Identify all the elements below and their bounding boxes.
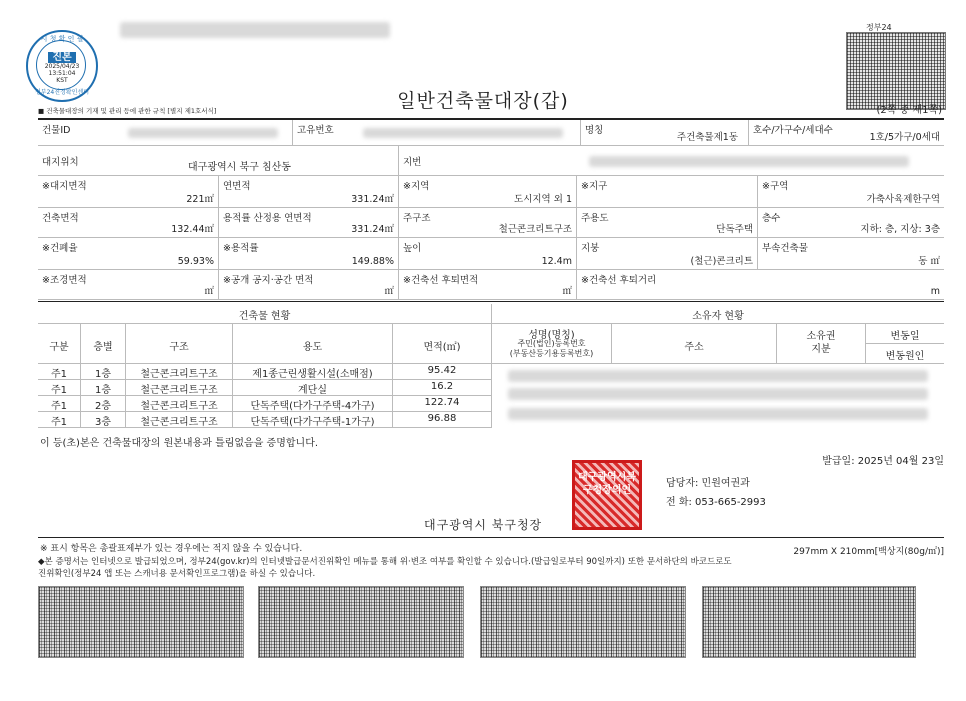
table-row-4-area	[393, 412, 492, 428]
stamp-tz: KST	[56, 77, 68, 84]
footer-divider	[38, 537, 944, 538]
table-row-2-area-text: 16.2	[430, 381, 454, 392]
main-use-label: 주용도	[581, 213, 609, 224]
stamp-date: 2025/04/23	[44, 63, 80, 70]
issue-date: 발급일: 2025년 04월 23일	[822, 456, 944, 467]
owner-status-title-cell	[492, 304, 944, 324]
table-row-3-use-text: 단독주택(다가구주택-4가구)	[250, 401, 375, 412]
header-change-reason-label: 변동원인	[885, 351, 925, 362]
document-title: 일반건축물대장(갑)	[397, 90, 569, 112]
lot-number-label: 지번	[403, 157, 422, 168]
site-location-label: 대지위치	[42, 157, 79, 168]
setback-area-label: ※건축선 후퇴면적	[403, 275, 479, 286]
section-divider	[38, 301, 944, 302]
table-row-2-division	[38, 380, 81, 396]
setback-distance-value: m	[930, 286, 940, 297]
building-area-label: 건축면적	[42, 213, 79, 224]
header-use-label: 용도	[302, 342, 323, 353]
table-row-3-structure	[126, 396, 233, 412]
open-space-area-value: ㎡	[384, 286, 394, 297]
redacted-lot-number	[589, 156, 909, 167]
table-row-3-division-text: 주1	[50, 401, 68, 412]
coverage-ratio-label: ※건폐율	[42, 243, 78, 254]
cell-lot-number	[399, 146, 944, 176]
header-structure	[126, 324, 233, 364]
cell-far-floor-area	[219, 208, 399, 238]
far-floor-area-label: 용적률 산정용 연면적	[223, 213, 312, 224]
barcode-1	[38, 586, 244, 658]
qr-label: 정부24	[866, 23, 892, 32]
area-designation-label: ※구역	[762, 181, 789, 192]
cell-setback-area	[399, 270, 577, 300]
header-floor	[81, 324, 126, 364]
building-id-label: 건물ID	[42, 125, 71, 136]
table-row-1-area	[393, 364, 492, 380]
table-row-1-use-text: 제1종근린생활시설(소매점)	[252, 369, 373, 380]
header-use	[233, 324, 393, 364]
header-owner-share	[777, 324, 866, 364]
cell-total-floor-area	[219, 176, 399, 208]
main-structure-label: 주구조	[403, 213, 431, 224]
cell-coverage-ratio	[38, 238, 219, 270]
cell-roof	[577, 238, 758, 270]
issuing-authority: 대구광역시 북구청장	[424, 518, 543, 532]
area-designation-value: 가축사육제한구역	[866, 194, 940, 205]
floor-area-ratio-label: ※용적률	[223, 243, 259, 254]
stamp-bottom-text: 정부24진정확인센터	[34, 89, 89, 96]
open-space-area-label: ※공개 공지·공간 면적	[223, 275, 314, 286]
cell-area-designation	[758, 176, 944, 208]
coverage-ratio-value: 59.93%	[177, 256, 214, 267]
official-seal-text: 대구광역시북구청장의인	[578, 472, 636, 496]
cell-zone	[399, 176, 577, 208]
official-seal	[572, 460, 642, 530]
table-row-3-floor-text: 2층	[94, 401, 112, 412]
header-owner-name-label: 성명(명칭)	[528, 330, 575, 341]
barcode-2	[258, 586, 464, 658]
cell-height	[399, 238, 577, 270]
landscape-area-label: ※조경면적	[42, 275, 87, 286]
table-row-3-area-text: 122.74	[424, 397, 460, 408]
building-register-sheet	[38, 118, 944, 452]
table-row-3-area	[393, 396, 492, 412]
cell-setback-distance	[577, 270, 944, 300]
header-owner-name	[492, 324, 612, 364]
redacted-header-text	[120, 22, 390, 38]
cell-floors	[758, 208, 944, 238]
total-floor-area-value: 331.24㎡	[351, 194, 394, 205]
header-division	[38, 324, 81, 364]
table-row-4-use	[233, 412, 393, 428]
table-row-4-structure-text: 철근콘크리트구조	[140, 417, 218, 428]
stamp-badge	[28, 48, 96, 63]
name-label: 명칭	[585, 125, 604, 136]
redacted-owner-row-1	[508, 370, 928, 382]
zone-label: ※지역	[403, 181, 430, 192]
cell-units	[749, 120, 944, 146]
table-row-3-structure-text: 철근콘크리트구조	[140, 401, 218, 412]
header-change-date-label: 변동일	[890, 331, 920, 342]
table-row-2-floor	[81, 380, 126, 396]
table-row-4-floor	[81, 412, 126, 428]
table-row-4-division	[38, 412, 81, 428]
redacted-owner-row-3	[508, 408, 928, 420]
table-row-2-structure-text: 철근콘크리트구조	[140, 385, 218, 396]
landscape-area-value: ㎡	[204, 286, 214, 297]
table-row-1-division	[38, 364, 81, 380]
cell-main-use	[577, 208, 758, 238]
cell-landscape-area	[38, 270, 219, 300]
cell-building-id	[38, 120, 293, 146]
paper-spec: 297mm X 210mm[백상지(80g/㎡)]	[793, 547, 944, 557]
officer-phone: 전 화: 053-665-2993	[666, 497, 766, 508]
name-value: 주건축물제1동	[676, 132, 738, 143]
floors-label: 층수	[762, 213, 781, 224]
units-label: 호수/가구수/세대수	[753, 125, 833, 136]
setback-area-value: ㎡	[562, 286, 572, 297]
header-owner-address	[612, 324, 777, 364]
redacted-owner-row-2	[508, 388, 928, 400]
cell-annex	[758, 238, 944, 270]
table-row-4-area-text: 96.88	[427, 413, 457, 424]
header-area	[393, 324, 492, 364]
units-value: 1호/5가구/0세대	[869, 132, 940, 143]
header-owner-address-label: 주소	[684, 342, 704, 353]
table-row-2-use	[233, 380, 393, 396]
far-floor-area-value: 331.24㎡	[351, 224, 394, 235]
table-row-1-structure-text: 철근콘크리트구조	[140, 369, 218, 380]
building-status-title-cell	[38, 304, 492, 324]
cell-site-area	[38, 176, 219, 208]
cell-main-structure	[399, 208, 577, 238]
redacted-building-id	[128, 128, 278, 138]
table-row-4-use-text: 단독주택(다가구주택-1가구)	[250, 417, 375, 428]
table-row-1-structure	[126, 364, 233, 380]
header-floor-label: 층별	[93, 342, 113, 353]
cell-open-space-area	[219, 270, 399, 300]
table-row-3-use	[233, 396, 393, 412]
stamp-badge-label: 진본	[48, 52, 75, 63]
annex-value: 동 ㎡	[918, 256, 940, 267]
floors-value: 지하: 층, 지상: 3층	[860, 224, 940, 235]
site-location-value: 대구광역시 북구 침산동	[188, 162, 291, 173]
table-row-4-floor-text: 3층	[94, 417, 112, 428]
setback-distance-label: ※건축선 후퇴거리	[581, 275, 657, 286]
stamp-top-text: 시 청 확 인 필	[40, 35, 84, 43]
footer-note-2: ◆본 증명서는 인터넷으로 발급되었으며, 정부24(gov.kr)의 인터넷발급문서진위확인 메뉴를 통해 위·변조 여부를 확인할 수 있습니다.(발급일로부터 90일까지) 또한 문서하단의 바코드로도	[38, 557, 732, 567]
barcode-3	[480, 586, 686, 658]
page-indicator: (2쪽 중 제1쪽)	[876, 105, 942, 116]
height-label: 높이	[403, 243, 422, 254]
district-label: ※지구	[581, 181, 608, 192]
main-structure-value: 철근콘크리트구조	[498, 224, 572, 235]
zone-value: 도시지역 외 1	[514, 194, 572, 205]
annex-label: 부속건축물	[762, 243, 808, 254]
table-row-1-area-text: 95.42	[427, 365, 457, 376]
cell-name	[581, 120, 749, 146]
header-structure-label: 구조	[169, 342, 189, 353]
cell-building-area	[38, 208, 219, 238]
table-row-1-division-text: 주1	[50, 369, 68, 380]
cell-site-location	[38, 146, 399, 176]
header-change-date	[866, 324, 944, 344]
header-change-reason	[866, 344, 944, 364]
total-floor-area-label: 연면적	[223, 181, 251, 192]
height-value: 12.4m	[541, 256, 572, 267]
table-row-4-structure	[126, 412, 233, 428]
cell-floor-area-ratio	[219, 238, 399, 270]
main-use-value: 단독주택	[716, 224, 753, 235]
stamp-datetime	[28, 63, 96, 84]
certification-statement: 이 등(초)본은 건축물대장의 원본내용과 틀림없음을 증명합니다.	[40, 438, 319, 449]
officer-department: 담당자: 민원여권과	[666, 478, 750, 489]
site-area-label: ※대지면적	[42, 181, 87, 192]
table-row-4-division-text: 주1	[50, 417, 68, 428]
table-row-2-floor-text: 1층	[94, 385, 112, 396]
table-row-2-division-text: 주1	[50, 385, 68, 396]
header-area-label: 면적(㎡)	[423, 342, 461, 353]
table-row-2-use-text: 계단실	[298, 385, 327, 396]
table-row-2-area	[393, 380, 492, 396]
footer-note-1: ※ 표시 항목은 총괄표제부가 있는 경우에는 적지 않을 수 있습니다.	[40, 544, 303, 554]
building-status-title: 건축물 현황	[238, 311, 291, 322]
document-form-note: ■ 건축물대장의 기재 및 관리 등에 관한 규칙 [별지 제1호서식]	[38, 107, 217, 115]
table-row-3-division	[38, 396, 81, 412]
table-row-3-floor	[81, 396, 126, 412]
table-row-2-structure	[126, 380, 233, 396]
building-area-value: 132.44㎡	[171, 224, 214, 235]
table-row-1-floor-text: 1층	[94, 369, 112, 380]
roof-value: (철근)콘크리트	[690, 256, 753, 267]
barcode-4	[702, 586, 916, 658]
floor-area-ratio-value: 149.88%	[351, 256, 394, 267]
site-area-value: 221㎡	[186, 194, 214, 205]
footer-note-3: 진위확인(정부24 앱 또는 스캐너용 문서확인프로그램)을 하실 수 있습니다.	[38, 569, 316, 579]
table-row-1-use	[233, 364, 393, 380]
roof-label: 지붕	[581, 243, 600, 254]
header-owner-share-label: 소유권 지분	[806, 331, 836, 355]
header-division-label: 구분	[49, 342, 69, 353]
stamp-time: 13:51:04	[48, 70, 76, 77]
header-owner-id-label: 주민(법인)등록번호 (부동산등기용등록번호)	[509, 339, 594, 358]
redacted-unique-number	[363, 128, 563, 138]
cell-unique-number	[293, 120, 581, 146]
table-row-1-floor	[81, 364, 126, 380]
owner-status-title: 소유자 현황	[692, 311, 744, 322]
cell-district	[577, 176, 758, 208]
unique-number-label: 고유번호	[297, 125, 334, 136]
